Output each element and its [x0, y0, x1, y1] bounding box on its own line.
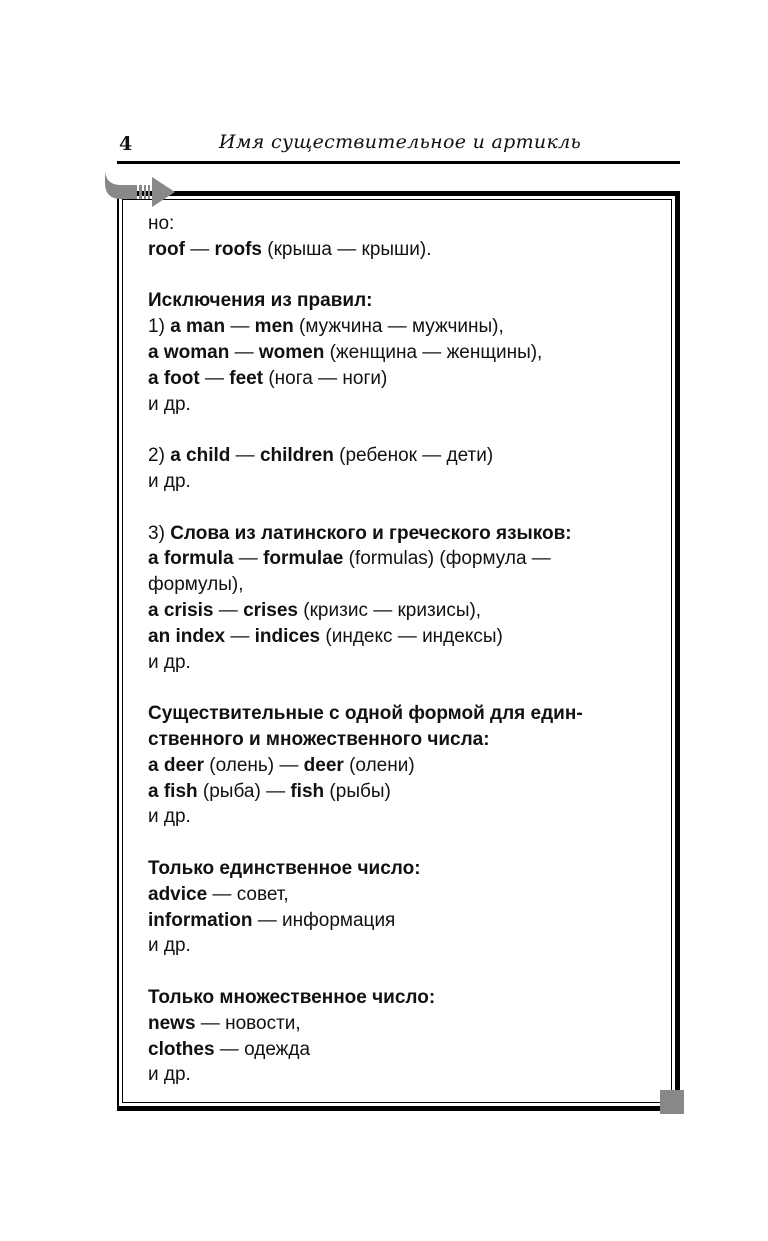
text-segment: —: [230, 445, 260, 467]
text-segment: —: [213, 599, 244, 621]
text-line: [148, 572, 668, 598]
text-segment: —: [199, 367, 230, 389]
text-segment: — одежда: [214, 1038, 311, 1060]
text-segment: (олени): [343, 754, 415, 776]
text-line: [148, 366, 668, 392]
text-segment: (нога — ноги): [263, 367, 388, 389]
text-line: [148, 933, 668, 959]
running-title: Имя существительное и артикль: [218, 131, 582, 153]
blank-line: [148, 417, 668, 443]
text-line: [148, 443, 668, 469]
bold-term: information: [148, 909, 253, 931]
bold-term: feet: [229, 367, 264, 389]
blank-line: [148, 495, 668, 521]
text-segment: и др.: [148, 935, 191, 957]
bold-term: a formula: [148, 548, 234, 570]
text-line: [148, 701, 668, 727]
blank-line: [148, 675, 668, 701]
text-segment: и др.: [148, 393, 191, 415]
text-segment: —: [225, 625, 255, 647]
bold-term: roof: [148, 238, 185, 260]
text-segment: — информация: [252, 909, 396, 931]
header-rule: [117, 161, 680, 164]
text-segment: (женщина — женщины),: [324, 341, 543, 363]
text-segment: (олень) —: [203, 754, 304, 776]
text-segment: и др.: [148, 1064, 191, 1086]
bold-term: deer: [303, 754, 344, 776]
text-line: [148, 1037, 668, 1063]
text-line: [148, 546, 668, 572]
bold-term: Слова из латинского и греческого языков:: [170, 522, 572, 544]
blank-line: [148, 830, 668, 856]
bold-term: a crisis: [148, 599, 214, 621]
text-line: [148, 779, 668, 805]
page-number: 4: [119, 133, 133, 155]
bold-term: a deer: [148, 754, 204, 776]
text-segment: но:: [148, 213, 175, 234]
bold-term: a foot: [148, 367, 200, 389]
text-segment: (индекс — индексы): [320, 625, 503, 647]
bold-term: an index: [148, 625, 226, 647]
text-segment: и др.: [148, 806, 191, 828]
text-line: [148, 650, 668, 676]
text-line: [148, 392, 668, 418]
text-segment: (ребенок — дети): [333, 445, 494, 467]
blank-line: [148, 959, 668, 985]
text-line: [148, 314, 668, 340]
text-line: [148, 237, 668, 263]
text-segment: 1): [148, 316, 171, 338]
text-segment: (мужчина — мужчины),: [293, 316, 504, 338]
text-segment: 2): [148, 445, 171, 467]
bold-term: a child: [170, 445, 231, 467]
bold-term: a man: [170, 316, 226, 338]
text-line: [148, 340, 668, 366]
bold-term: a woman: [148, 341, 230, 363]
text-segment: (formulas) (формула —: [343, 548, 551, 570]
text-line: [148, 985, 668, 1011]
text-segment: —: [233, 548, 264, 570]
text-line: [148, 727, 668, 753]
rule-content: [148, 211, 668, 1088]
bold-term: a fish: [148, 780, 198, 802]
text-segment: (крыша — крыши).: [262, 238, 432, 260]
text-segment: (рыба) —: [197, 780, 291, 802]
text-line: [148, 624, 668, 650]
bold-term: roofs: [214, 238, 262, 260]
bold-term: clothes: [148, 1038, 215, 1060]
text-segment: (рыбы): [324, 780, 391, 802]
text-line: [148, 1011, 668, 1037]
text-segment: и др.: [148, 651, 191, 673]
text-segment: —: [225, 316, 255, 338]
text-line: [148, 804, 668, 830]
arrow-pointer-icon: [101, 165, 181, 215]
bold-term: news: [148, 1012, 196, 1034]
bold-term: men: [254, 316, 294, 338]
bold-term: fish: [290, 780, 325, 802]
text-segment: —: [184, 238, 215, 260]
bold-term: Только множественное число:: [148, 986, 436, 1008]
text-line: [148, 598, 668, 624]
text-segment: — новости,: [195, 1012, 301, 1034]
text-line: [148, 211, 668, 237]
bold-term: Исключения из правил:: [148, 290, 373, 312]
text-segment: (кризис — кризисы),: [298, 599, 482, 621]
bold-term: crises: [243, 599, 299, 621]
text-line: [148, 288, 668, 314]
text-segment: формулы),: [148, 574, 244, 596]
text-segment: — совет,: [207, 883, 289, 905]
bold-term: advice: [148, 883, 208, 905]
text-line: [148, 908, 668, 934]
text-line: [148, 856, 668, 882]
text-line: [148, 882, 668, 908]
bold-term: indices: [254, 625, 321, 647]
text-segment: —: [229, 341, 259, 363]
bold-term: ственного и множественного числа:: [148, 728, 490, 750]
text-line: [148, 1062, 668, 1088]
text-segment: 3): [148, 522, 171, 544]
text-line: [148, 753, 668, 779]
bold-term: formulae: [263, 548, 344, 570]
bold-term: children: [259, 445, 334, 467]
bold-term: Существительные с одной формой для един-: [148, 703, 583, 725]
text-line: [148, 469, 668, 495]
blank-line: [148, 263, 668, 289]
bold-term: women: [258, 341, 325, 363]
bold-term: Только единственное число:: [148, 857, 421, 879]
text-segment: и др.: [148, 470, 191, 492]
text-line: [148, 521, 668, 547]
corner-square-icon: [660, 1090, 684, 1114]
